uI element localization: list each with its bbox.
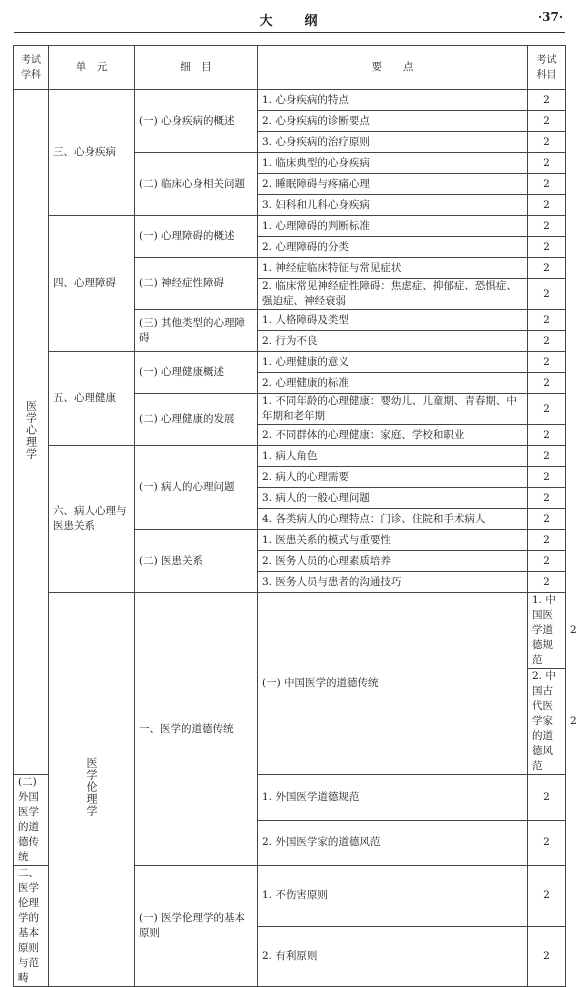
- col-header-subject-code: 考试科目: [528, 46, 566, 90]
- point-cell: 3. 妇科和儿科心身疾病: [258, 195, 528, 216]
- code-cell: 2: [528, 488, 566, 509]
- table-row: 2. 中国古代医学家的道德风范 2: [14, 669, 566, 775]
- point-cell: 2. 中国古代医学家的道德风范: [528, 669, 566, 775]
- col-header-subject: 考试学科: [14, 46, 49, 90]
- unit-cell: 二、医学伦理学的基本原则与范畴: [14, 866, 49, 987]
- item-cell: (二) 医患关系: [135, 530, 258, 593]
- item-cell: (一) 心理障碍的概述: [135, 216, 258, 258]
- item-cell: (三) 其他类型的心理障碍: [135, 310, 258, 352]
- code-cell: 2: [528, 310, 566, 331]
- code-cell: 2: [528, 90, 566, 111]
- point-cell: 1. 中国医学道德规范: [528, 593, 566, 669]
- running-title: [14, 10, 565, 29]
- code-cell: 2: [528, 174, 566, 195]
- code-cell: 2: [528, 572, 566, 593]
- code-cell: 2: [528, 195, 566, 216]
- item-cell: (一) 病人的心理问题: [135, 446, 258, 530]
- point-cell: 2. 不同群体的心理健康：家庭、学校和职业: [258, 425, 528, 446]
- col-header-point: 要 点: [258, 46, 528, 90]
- point-cell: 1. 不同年龄的心理健康：婴幼儿、儿童期、青春期、中年期和老年期: [258, 394, 528, 425]
- subject-name: 医学伦理学: [85, 757, 98, 817]
- code-cell: 2: [528, 132, 566, 153]
- code-cell: 2: [528, 237, 566, 258]
- point-cell: 1. 心身疾病的特点: [258, 90, 528, 111]
- unit-cell: 六、病人心理与医患关系: [49, 446, 135, 593]
- point-cell: 2. 心身疾病的诊断要点: [258, 111, 528, 132]
- code-cell: 2: [528, 926, 566, 987]
- code-cell: 2: [528, 530, 566, 551]
- unit-cell: 五、心理健康: [49, 352, 135, 446]
- header-rule: [14, 32, 565, 33]
- code-cell: 2: [528, 394, 566, 425]
- page-header: [14, 8, 565, 30]
- point-cell: 2. 心理健康的标准: [258, 373, 528, 394]
- code-cell: 2: [528, 446, 566, 467]
- table-row: [14, 90, 566, 111]
- item-cell: (一) 医学伦理学的基本原则: [135, 866, 258, 987]
- point-cell: 1. 人格障碍及类型: [258, 310, 528, 331]
- subject-name: 医学心理学: [24, 399, 38, 460]
- point-cell: 2. 心理障碍的分类: [258, 237, 528, 258]
- table-header-row: [14, 46, 566, 90]
- unit-cell: 一、医学的道德传统: [135, 593, 258, 866]
- unit-cell: 四、心理障碍: [49, 216, 135, 352]
- point-cell: 1. 神经症临床特征与常见症状: [258, 258, 528, 279]
- page-number: ·37·: [537, 10, 563, 24]
- item-cell: (一) 中国医学的道德传统: [258, 593, 528, 775]
- running-title-char-1: 大: [259, 14, 275, 29]
- point-cell: 2. 行为不良: [258, 331, 528, 352]
- table-row: [14, 216, 566, 237]
- code-cell: 2: [528, 866, 566, 927]
- code-cell: 2: [528, 425, 566, 446]
- item-cell: (一) 心理健康概述: [135, 352, 258, 394]
- code-cell: 2: [528, 373, 566, 394]
- subject-cell: [14, 90, 49, 775]
- code-cell: 2: [528, 509, 566, 530]
- item-cell: (一) 心身疾病的概述: [135, 90, 258, 153]
- point-cell: 4. 各类病人的心理特点：门诊、住院和手术病人: [258, 509, 528, 530]
- point-cell: 1. 临床典型的心身疾病: [258, 153, 528, 174]
- code-cell: 2: [528, 352, 566, 373]
- table-row: 医学伦理学 一、医学的道德传统 (一) 中国医学的道德传统 1. 中国医学道德规范 2: [14, 593, 566, 669]
- code-cell: 2: [528, 279, 566, 310]
- point-cell: 2. 睡眠障碍与疼痛心理: [258, 174, 528, 195]
- code-cell: 2: [528, 551, 566, 572]
- code-cell: 2: [528, 331, 566, 352]
- point-cell: 2. 外国医学家的道德风范: [258, 820, 528, 866]
- item-cell: (二) 心理健康的发展: [135, 394, 258, 446]
- point-cell: 2. 医务人员的心理素质培养: [258, 551, 528, 572]
- point-cell: 3. 医务人员与患者的沟通技巧: [258, 572, 528, 593]
- point-cell: 1. 医患关系的模式与重要性: [258, 530, 528, 551]
- point-cell: 2. 临床常见神经症性障碍：焦虑症、抑郁症、恐惧症、强迫症、神经衰弱: [258, 279, 528, 310]
- code-cell: 2: [528, 820, 566, 866]
- syllabus-table: [13, 45, 577, 987]
- point-cell: 3. 心身疾病的治疗原则: [258, 132, 528, 153]
- code-cell: 2: [528, 111, 566, 132]
- point-cell: 1. 不伤害原则: [258, 866, 528, 927]
- code-cell: 2: [528, 153, 566, 174]
- item-cell: (二) 外国医学的道德传统: [14, 775, 49, 866]
- point-cell: 1. 病人角色: [258, 446, 528, 467]
- point-cell: 1. 外国医学道德规范: [258, 775, 528, 821]
- item-cell: (二) 神经症性障碍: [135, 258, 258, 310]
- point-cell: 1. 心理障碍的判断标准: [258, 216, 528, 237]
- point-cell: 2. 病人的心理需要: [258, 467, 528, 488]
- point-cell: 3. 病人的一般心理问题: [258, 488, 528, 509]
- code-cell: 2: [528, 467, 566, 488]
- table-row: [14, 352, 566, 373]
- col-header-unit: 单 元: [49, 46, 135, 90]
- table-row: [14, 446, 566, 467]
- running-title-char-2: 纲: [304, 14, 320, 29]
- code-cell: 2: [528, 216, 566, 237]
- code-cell: 2: [528, 258, 566, 279]
- unit-cell: 三、心身疾病: [49, 90, 135, 216]
- item-cell: (二) 临床心身相关问题: [135, 153, 258, 216]
- point-cell: 1. 心理健康的意义: [258, 352, 528, 373]
- code-cell: 2: [528, 775, 566, 821]
- subject-cell: [49, 593, 135, 987]
- col-header-item: 细 目: [135, 46, 258, 90]
- point-cell: 2. 有利原则: [258, 926, 528, 987]
